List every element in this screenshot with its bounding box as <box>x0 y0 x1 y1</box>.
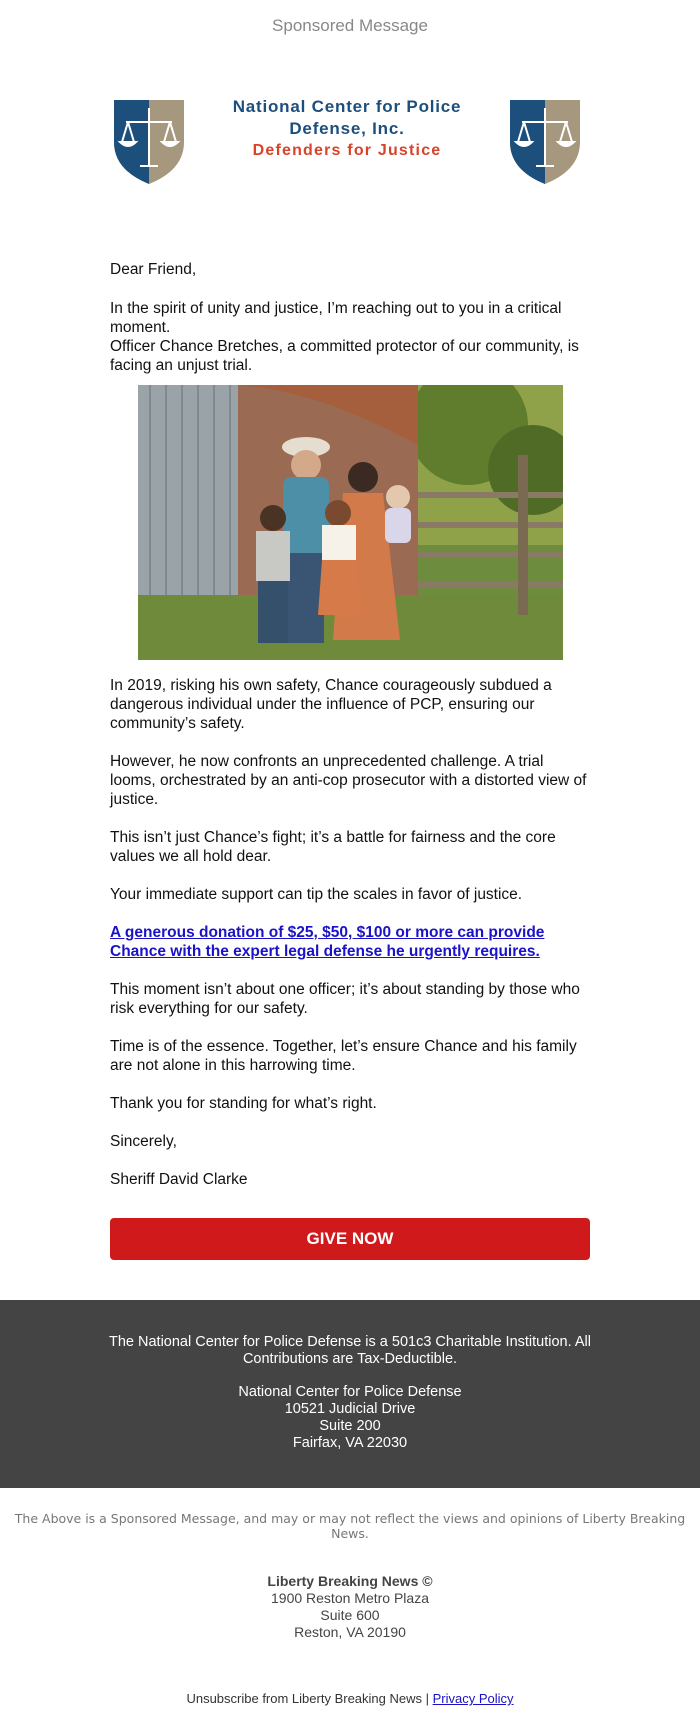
logo-line-3: Defenders for Justice <box>252 142 442 159</box>
logo-line-2: Defense, Inc. <box>289 119 405 138</box>
org-name: National Center for Police Defense <box>238 1384 462 1400</box>
give-now-button[interactable]: GIVE NOW <box>110 1218 590 1260</box>
intro-paragraph-1: In the spirit of unity and justice, I’m reaching out to you in a critical moment. <box>110 300 562 336</box>
paragraph-support: Your immediate support can tip the scales in favor of justice. <box>110 886 523 903</box>
footer <box>0 1300 700 1488</box>
signature: Sheriff David Clarke <box>110 1171 248 1188</box>
unsubscribe-separator: | <box>422 1691 433 1706</box>
intro-paragraph-2: Officer Chance Bretches, a committed protector of our community, is facing an unjust trial. <box>110 338 579 374</box>
privacy-policy-link[interactable]: Privacy Policy <box>432 1691 514 1706</box>
org-suite: Suite 200 <box>319 1418 381 1434</box>
family-photo <box>138 385 563 660</box>
sponsored-label: Sponsored Message <box>272 16 428 35</box>
unsubscribe-bar <box>0 1691 700 1706</box>
org-city: Fairfax, VA 22030 <box>292 1435 408 1451</box>
paragraph-2019: In 2019, risking his own safety, Chance courageously subdued a dangerous individual under the influence of PCP, ensuring our community’s safety. <box>110 677 552 732</box>
org-address <box>0 1384 700 1452</box>
logo-line-1: National Center for Police <box>232 97 462 116</box>
scales-of-justice-shield-icon <box>110 96 188 186</box>
greeting: Dear Friend, <box>110 261 197 278</box>
paragraph-fight: This isn’t just Chance’s fight; it’s a battle for fairness and the core values we all hold dear. <box>110 829 556 865</box>
letter-intro <box>110 260 590 375</box>
publisher-address <box>0 1573 700 1641</box>
letter-body <box>110 676 590 1189</box>
paragraph-essence: Time is of the essence. Together, let’s ensure Chance and his family are not alone in this harrowing time. <box>110 1038 577 1074</box>
logo <box>110 92 584 190</box>
scales-of-justice-shield-icon <box>506 96 584 186</box>
publisher-street: 1900 Reston Metro Plaza <box>271 1590 429 1606</box>
publisher-suite: Suite 600 <box>320 1607 380 1623</box>
org-street: 10521 Judicial Drive <box>284 1401 416 1417</box>
charity-statement: The National Center for Police Defense is a 501c3 Charitable Institution. All Contributions are Tax-Deductible. <box>109 1334 591 1367</box>
paragraph-thanks: Thank you for standing for what’s right. <box>110 1095 377 1112</box>
publisher-city: Reston, VA 20190 <box>294 1624 406 1640</box>
sponsored-disclaimer: The Above is a Sponsored Message, and may or may not reflect the views and opinions of Liberty Breaking News. <box>14 1511 686 1541</box>
paragraph-trial: However, he now confronts an unprecedented challenge. A trial looms, orchestrated by an anti-cop prosecutor with a distorted view of justice. <box>110 753 587 808</box>
paragraph-moment: This moment isn’t about one officer; it’s about standing by those who risk everything for our safety. <box>110 981 580 1017</box>
unsubscribe-link[interactable]: Unsubscribe from Liberty Breaking News <box>186 1691 422 1706</box>
publisher-name: Liberty Breaking News © <box>267 1573 433 1589</box>
closing: Sincerely, <box>110 1133 177 1150</box>
donation-link[interactable]: A generous donation of $25, $50, $100 or more can provide Chance with the expert legal defense he urgently requires. <box>110 924 545 960</box>
